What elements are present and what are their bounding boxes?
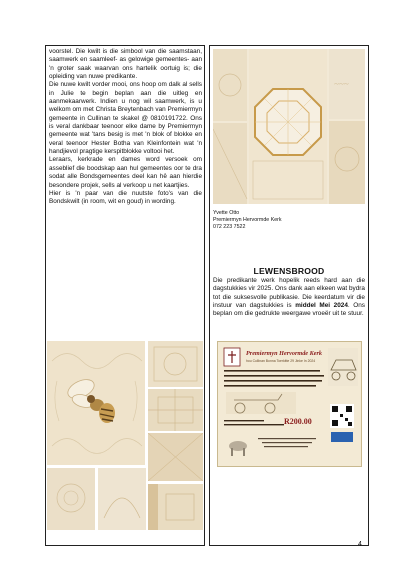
deadline-bold: middel Mei 2024 (295, 302, 348, 310)
quilt-photo-collage (213, 49, 365, 204)
qr-code-icon (330, 404, 354, 428)
flyer-subtitle: hou Cullinan Bonna Toerkitte 29 Jinke In 2024 (246, 359, 316, 363)
quilt-block-photo (148, 433, 203, 481)
left-column (45, 45, 205, 546)
quilt-block-photo (47, 468, 95, 530)
quilt-block-photo (148, 389, 203, 431)
bee-quilt-photo (47, 341, 145, 465)
paragraph: voorstel. Die kwilt is die simbool van die saamstaan, saamwerk en saamleef- as gelowige gemeentes- aan 'n groter saak waarvan ons hartelik oortuig is; die opleiding van nuwe predikante. (49, 48, 202, 81)
lewensbrood-text-1: Die predikante werk hopelik reeds hard aan die dagstukkies vir 2025. Ons dank aan elkeen wat bydra tot die suksesvolle publikasie. Die keerdatum vir die instuur van dagstukkies is (213, 277, 365, 310)
caption-church: Premiermyn Hervormde Kerk (213, 217, 282, 224)
paragraph: Hier is 'n paar van die nuutste foto's van die Bondskwilt (in room, wit en goud) in wording. (49, 189, 202, 206)
vintage-car-icon (328, 348, 358, 386)
lewensbrood-text-2: . Ons beplan om die gedrukte weergawe vroeër uit te stuur. (213, 302, 365, 318)
quilt-article-text (49, 48, 202, 207)
lewensbrood-heading: LEWENSBROOD (253, 266, 325, 276)
flyer-price: R200.00 (284, 417, 312, 426)
caption-name: Yvette Otto (213, 210, 240, 216)
quilt-block-photo (98, 468, 146, 530)
caption-phone: 072 223 7522 (213, 224, 246, 231)
flyer-title: Premiermyn Hervormde Kerk (246, 350, 322, 357)
quilt-block-photo (148, 484, 203, 530)
lewensbrood-text (213, 277, 365, 319)
octagon-quilt-icon (249, 49, 327, 204)
bank-logo-icon (331, 432, 353, 442)
church-logo-icon (224, 348, 240, 366)
right-column (209, 45, 369, 546)
quilt-block-photo (148, 341, 203, 387)
quilt-photo-collage (47, 341, 203, 531)
tractor-illustration-icon (226, 392, 296, 414)
paragraph: Die nuwe kwilt vorder mooi, ons hoop om dalk al sells in Julie te begin beplan aan die uitleg en aanmekaarwerk. Indien u nog wil saamwerk, is u welkom om met Christa Breytenbach van Premiermyn gemeente in Cullinan te skakel @ 0810191722. Ons is veral dankbaar teenoor elke dame by Premiermyn gemeente wat 'tans besig is met 'n blok of blokke en veral teenoor Hester Botha van Kleinfontein wat 'n handjievol pragtige kerspitblokke voltooi het. (49, 81, 202, 156)
svg-text:~~~: ~~~ (334, 79, 349, 89)
photo-caption (213, 210, 353, 232)
page-number: 4 (358, 541, 362, 548)
paragraph: Leraars, kerkrade en dames word versoek om asseblief die boodskap aan hul gemeentes oor te dra sodat alle Bondsgemeentes deel kan hê aan hierdie besondere projek, sells al verkoop u net kaartjies. (49, 156, 202, 189)
event-flyer (217, 341, 362, 467)
